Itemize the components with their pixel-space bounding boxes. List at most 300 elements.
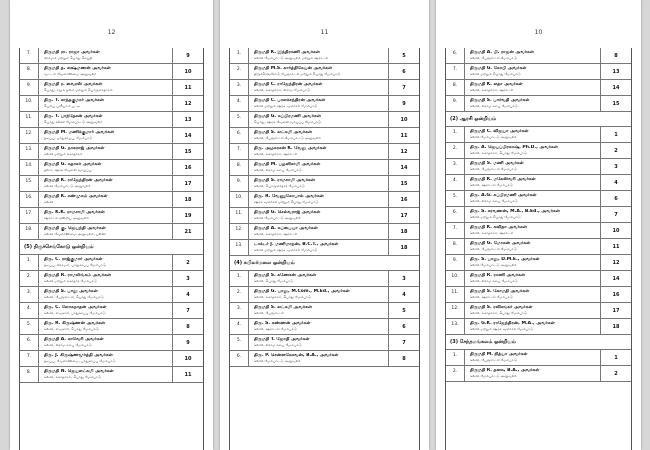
member-name: திருமதி K. கவிதா அவர்கள் [470,225,527,230]
serial-number: 6. [446,207,465,222]
member-name: திருமதி R. ராணி அவர்கள் [470,273,526,278]
member-details [249,335,388,350]
section-heading: (4) கபிலர்மலை ஒன்றியம் [230,256,419,271]
member-name: திருமதி G. பாலு, M.Com., M.Ed., அவர்கள் [254,289,350,294]
member-address: கல்வி, கிராம சபை மேம்பாடு [470,104,518,108]
member-address: கல்வி, பொது மேம்பாடு [254,279,294,283]
table-row [20,271,203,287]
table-row [20,255,203,271]
serial-number: 9. [20,80,39,95]
member-name: திருமதி S. ராமசாமி அவர்கள் [254,178,315,183]
member-name: திருமதி M. பழனிசாமி அவர்கள் [254,162,321,167]
member-address: கல்வி, சுகாதாரம், ஊராட்சி [254,232,298,236]
serial-number: 17. [20,208,39,223]
member-name: திருமதி M. மணிக்குமார் அவர்கள் [44,130,115,135]
member-address: நடிப்பு, கிராமம், பாதுகாப்பு மேம்பாடு [44,263,106,267]
table-row [230,351,419,367]
ward-number: 18 [388,240,419,255]
serial-number: 6. [230,128,249,143]
member-address: கல்வி மேம்பாட்டு அலுவலர் [470,374,517,378]
member-name: திருமதி K. சண்முகம் அவர்கள் [44,194,108,199]
serial-number: 6. [230,351,249,366]
member-address: கல்வி மேம்பாட்டு அலுவலர் [254,359,301,363]
member-name: திருமதி A. பி. ராஜன் அவர்கள் [470,50,534,55]
member-address: கல்வி, கிராம சபை மேம்பாடு [44,343,92,347]
member-address: கிராமம் மற்றும் பொது செய்தி [44,56,93,60]
member-details [249,319,388,334]
serial-number: 16. [20,192,39,207]
page-number: 11 [320,29,329,36]
table-row [230,64,419,80]
serial-number: 5. [446,191,465,206]
table-row [446,319,631,335]
member-details [249,48,388,63]
table-row [230,176,419,192]
document-page-right [436,0,641,450]
serial-number: 1. [20,255,39,270]
member-name: டாக்டர் J. மணிமாறன், B.C.T., அவர்கள் [254,242,339,247]
member-details [465,207,600,222]
serial-number: 3. [446,159,465,174]
member-details [465,303,600,318]
table-row [446,223,631,239]
member-name: திரு. C. ராஜ்குமார் அவர்கள் [44,257,103,262]
ward-number: 10 [172,64,203,79]
serial-number: 7. [20,48,39,63]
ward-number: 8 [388,351,419,366]
ward-number: 10 [600,223,631,238]
member-name: திருமதி M.S. கார்த்திகேயன் அவர்கள் [254,66,333,71]
members-table [445,48,632,450]
table-row [446,80,631,96]
serial-number: 4. [20,303,39,318]
member-name: திரு. அழகரசன் K. வேலு அவர்கள் [254,146,327,151]
table-row [20,64,203,80]
member-address: நலம், ஊரக வேலை வாய்ப்பு [44,168,92,172]
ward-number: 12 [600,255,631,270]
member-address: கல்வி, சிவகாசி, பாதுகாப்பு மேம்பாடு [44,311,106,315]
member-address: கல்வி மற்றும் ஊரக வளர்ச்சி மேம்பாடு [254,248,318,252]
table-row [446,191,631,207]
table-row [230,319,419,335]
serial-number: 8. [230,160,249,175]
member-address: கல்வி மற்றும் பொது மேம்பாடு [470,72,521,76]
table-row [20,176,203,192]
member-name: திருமதி R. தனசு, B.A., அவர்கள் [470,368,540,373]
member-details [39,224,172,239]
serial-number: 8. [20,367,39,382]
ward-number: 7 [388,80,419,95]
serial-number: 9. [230,176,249,191]
ward-number: 4 [388,287,419,302]
ward-number: 21 [172,224,203,239]
member-details [465,239,600,254]
serial-number: 4. [230,96,249,111]
serial-number: 2. [230,64,249,79]
member-name: திருமதி N. ஜெயலட்சுமி அவர்கள் [44,369,114,374]
ward-number: 18 [388,224,419,239]
member-address: கல்வி மற்றும் பொது மேம்பாடு [470,215,521,219]
member-details [465,143,600,158]
ward-number: 17 [388,208,419,223]
ward-number: 17 [600,303,631,318]
serial-number: 1. [446,350,465,365]
table-row [20,144,203,160]
member-name: திருமதி S. லட்சுமி அவர்கள் [254,305,313,310]
member-details [39,144,172,159]
table-row [20,208,203,224]
member-name: திருமதி S. மணி அவர்கள் [470,161,524,166]
table-row [20,80,203,96]
member-name: திருமதி K. லதா அவர்கள் [470,82,523,87]
ward-number: 11 [172,367,203,382]
table-row [20,224,203,240]
member-details [249,144,388,159]
serial-number: 12. [446,303,465,318]
member-name: திருமதி S. லட்சுமி அவர்கள் [254,130,313,135]
member-name: திருமதி G. சுப்பிரமணி அவர்கள் [254,114,321,119]
member-address: கல்வி, பேரூராட்சி மேம்பாடு [470,358,517,362]
member-details [39,128,172,143]
serial-number: 12. [230,224,249,239]
ward-number: 5 [388,48,419,63]
member-details [39,176,172,191]
ward-number: 8 [172,319,203,334]
member-address: கல்வி, பேரூராட்சி மேம்பாடு [470,167,517,171]
table-row [230,160,419,176]
serial-number: 2. [230,287,249,302]
table-row [20,48,203,64]
table-row [446,207,631,223]
ward-number: 7 [172,303,203,318]
ward-number: 12 [172,96,203,111]
ward-number: 9 [388,96,419,111]
member-name: திரு. S. சரவணன், M.A., B.Ed., அவர்கள் [470,209,560,214]
serial-number: 8. [446,239,465,254]
member-address: ஊராட்சி ஒன்றிய அலுவலர் [44,216,89,220]
serial-number: 6. [20,335,39,350]
ward-number: 4 [172,287,203,302]
member-details [39,335,172,350]
member-address: கல்வி [44,200,54,204]
member-name: திருமதி S. கோமதி அவர்கள் [470,289,530,294]
member-address: கல்வி மற்றும் ஊரக வளர்ச்சி மேம்பாடு [470,327,534,331]
table-row [446,255,631,271]
member-name: திரு. K.K. ராமசாமி அவர்கள் [44,210,105,215]
member-details [39,160,172,175]
serial-number: 3. [230,303,249,318]
member-name: திரு. G.K. ராஜேந்திரன், M.A., அவர்கள் [470,321,555,326]
member-details [249,224,388,239]
table-row [20,287,203,303]
member-name: திரு. A. ஜெயப்பிரகாஷ், Ph.D., அவர்கள் [470,145,558,150]
table-row [446,159,631,175]
serial-number: 11. [230,208,249,223]
member-name: திருமதி கு. ஜெயந்தி அவர்கள் [44,226,106,231]
table-row [20,335,203,351]
ward-number: 14 [600,271,631,286]
ward-number: 11 [172,80,203,95]
member-name: திருமதி K. மகேஸ்வரி அவர்கள் [470,177,536,182]
table-row [20,367,203,383]
ward-number: 13 [172,112,203,127]
member-name: திருமதி G. நாகராஜ் அவர்கள் [44,146,105,151]
member-address: பொது, சமூக நலம் மற்றும் பொருளாதாரம் [44,88,113,92]
table-row [230,208,419,224]
table-row [230,128,419,144]
member-address: வட்டம் வேளாண்மை அலுவலர் [44,72,97,76]
member-name: திருமதி G. கோபி அவர்கள் [470,66,527,71]
member-name: திருமதி G. மோகன் அவர்கள் [470,241,531,246]
ward-number: 7 [600,207,631,222]
member-address: கல்வி, சுகாதாரம், கிராம மேம்பாடு [254,88,311,92]
serial-number: 10. [230,192,249,207]
member-name: திருமதி K. ராஜேந்திரன் அவர்கள் [44,178,113,183]
member-name: திரு. P. சென்னகேசவன், B.A., அவர்கள் [254,353,339,358]
member-details [249,351,388,366]
member-address: பொது கல்வி மேம்பாட்டு அலுவலர் [44,120,103,124]
member-address: கல்வி மேம்பாட்டு அலுவலர் [44,184,91,188]
member-address: கல்வி மேம்பாட்டு அலுவலர் [470,135,517,139]
member-address: கல்வி மேம்பாட்டு அலுவலர் [254,216,301,220]
member-details [39,351,172,366]
member-details [465,255,600,270]
member-details [465,223,600,238]
ward-number: 9 [172,48,203,63]
ward-number: 10 [388,112,419,127]
member-address: கல்வி, சுகாதாரம், பொது மேம்பாடு [254,295,312,299]
member-details [39,96,172,111]
serial-number: 9. [446,96,465,111]
ward-number: 8 [600,48,631,63]
member-name: திரு. S. பாலு, D.M.E., அவர்கள் [470,257,540,262]
serial-number: 7. [446,64,465,79]
member-details [249,160,388,175]
serial-number: 8. [446,80,465,95]
member-details [465,271,600,286]
member-details [249,176,388,191]
member-details [249,80,388,95]
ward-number: 5 [388,303,419,318]
table-row [446,366,631,382]
member-name: திருமதி G. செல்வராஜ் அவர்கள் [254,210,321,215]
serial-number: 14. [20,160,39,175]
member-address: நடிப்பு, வேளாண்மை, பாதுகாப்பு மேம்பாடு [44,359,116,363]
ward-number: 6 [600,191,631,206]
serial-number: 13. [20,144,39,159]
ward-number: 3 [600,159,631,174]
member-details [465,350,600,365]
member-address: கல்வி, சுகாதாரம், பொது மேம்பாடு [470,311,528,315]
member-name: திருமதி S. பாலு அவர்கள் [44,289,98,294]
member-address: கல்வி மற்றும் சுகாதார மேம்பாடு [44,279,97,283]
serial-number: 15. [20,176,39,191]
table-row [446,271,631,287]
table-row [230,240,419,256]
document-page-middle [220,0,429,450]
ward-number: 17 [172,176,203,191]
member-details [39,367,172,382]
ward-number: 11 [388,128,419,143]
member-details [249,192,388,207]
serial-number: 5. [230,335,249,350]
member-name: திருமதி K. இந்திராணி அவர்கள் [254,50,320,55]
member-details [39,255,172,270]
member-address: நடிப்பு, பாதுகாப்பு, மேம்பாடு [44,136,93,140]
member-address: கல்வி, சுகாதாரம், பொது மேம்பாடு [44,375,102,379]
member-details [39,319,172,334]
member-details [39,80,172,95]
member-address: கல்வி, பொருளாதார மேம்பாடு [254,184,305,188]
member-details [39,192,172,207]
member-address: கல்வி, பேரூராட்சி [254,311,284,315]
ward-number: 13 [600,64,631,79]
member-address: ஊரக வளர்ச்சி மற்றும் பொது மேம்பாடு [254,200,319,204]
ward-number: 2 [600,366,631,381]
table-row [446,127,631,143]
ward-number: 16 [600,287,631,302]
serial-number: 1. [230,48,249,63]
member-details [465,191,600,206]
member-name: திரு. J. கிருஷ்ணமூர்த்தி அவர்கள் [44,353,113,358]
page-number: 10 [534,29,543,36]
table-row [230,112,419,128]
member-details [39,208,172,223]
serial-number: 8. [20,64,39,79]
member-address: கல்வி, ஊராட்சி மேம்பாடு [470,183,513,187]
table-row [446,287,631,303]
member-details [39,64,172,79]
ward-number: 14 [172,128,203,143]
table-row [446,143,631,159]
member-details [465,96,600,111]
serial-number: 11. [446,287,465,302]
table-row [230,192,419,208]
member-address: கல்வி, சிவகாசி, பொது மேம்பாடு [44,327,99,331]
member-details [465,175,600,190]
serial-number: 18. [20,224,39,239]
table-row [20,96,203,112]
member-name: திரு. T. பாந்தேசன் அவர்கள் [44,114,103,119]
serial-number: 2. [20,271,39,286]
member-details [249,287,388,302]
member-address: கல்வி, சுகாதாரம், ஊராட்சி [254,152,298,156]
member-details [39,287,172,302]
member-address: கல்வி மேம்பாட்டு அலுவலர் மற்றும் ஊராட்சி [254,56,329,60]
member-details [465,80,600,95]
table-row [230,144,419,160]
table-row [446,175,631,191]
member-address: கல்வி, கிராம சபை மேம்பாடு [470,279,518,283]
ward-number: 18 [172,192,203,207]
member-details [249,240,388,255]
member-address: கல்வி வேளாண்மை அலுவலர், பள்ளி [44,232,106,236]
member-details [249,271,388,286]
member-name: திருமதி R. ராமலிங்கம் அவர்கள் [44,273,112,278]
ward-number: 7 [388,335,419,350]
table-row [230,287,419,303]
serial-number: 3. [230,80,249,95]
member-details [39,271,172,286]
member-details [249,64,388,79]
table-row [230,96,419,112]
table-row [230,271,419,287]
ward-number: 14 [600,80,631,95]
ward-number: 1 [600,350,631,365]
member-address: கல்வி, ஊராட்சி மேம்பாடு [470,295,513,299]
member-details [465,48,600,63]
member-name: திருமதி S. பார்வதி அவர்கள் [470,98,530,103]
table-row [230,48,419,64]
serial-number: 6. [446,48,465,63]
table-row [230,224,419,240]
member-name: திருமதி த. லக்ஷ்மணன் அவர்கள் [44,66,111,71]
member-name: திரு. R. கிருஷ்ணன் அவர்கள் [44,321,106,326]
member-address: கல்வி மேம்பாட்டு அலுவலர் [470,263,517,267]
ward-number: 14 [388,160,419,175]
member-details [39,112,172,127]
member-address: கல்வி, சுகாதாரம், ஊராட்சி [470,231,514,235]
table-row [446,303,631,319]
serial-number: 10. [446,271,465,286]
member-name: திரு. R. வேணுகோபால் அவர்கள் [254,194,324,199]
member-name: திருமதி M. நித்யா அவர்கள் [470,352,528,357]
serial-number: 7. [446,223,465,238]
member-name: திருமதி C. பாலச்சந்திரன் அவர்கள் [254,98,326,103]
member-name: திருமதி C. விஜயா அவர்கள் [470,129,529,134]
member-address: கல்வி, சுகாதாரம், ஊராட்சி [470,88,514,92]
members-table [19,48,204,450]
member-details [249,96,388,111]
member-name: திருமதி ரா. ராஜா அவர்கள் [44,50,100,55]
page-number: 12 [107,29,116,36]
member-address: பெரிய புலியாம் பட்டி [44,104,81,108]
table-row [20,128,203,144]
member-address: கல்வி, கிராம சபை மேம்பாடு [470,199,518,203]
member-name: திருமதி S. கணேசன் அவர்கள் [254,273,317,278]
member-details [39,48,172,63]
ward-number: 9 [172,335,203,350]
ward-number: 16 [388,192,419,207]
member-details [465,159,600,174]
ward-number: 6 [388,319,419,334]
document-page-left [10,0,213,450]
table-row [20,303,203,319]
section-heading: (2) ஆரசி ஒன்றியம் [446,112,631,127]
serial-number: 5. [20,319,39,334]
table-row [20,319,203,335]
table-row [446,64,631,80]
member-details [39,303,172,318]
table-row [230,80,419,96]
table-row [20,112,203,128]
serial-number: 13. [446,319,465,334]
member-address: பொது, ஊரக வேலை வாய்ப்பு மேம்பாடு [254,120,322,124]
member-name: திரு. S. கண்ணன் அவர்கள் [254,321,311,326]
member-details [465,366,600,381]
table-row [446,239,631,255]
table-row [230,303,419,319]
serial-number: 12. [20,128,39,143]
table-row [20,160,203,176]
member-name: திரு. C. லோகநாதன் அவர்கள் [44,305,107,310]
member-details [465,287,600,302]
member-name: திருமதி ர. வைரஸ் அவர்கள் [44,82,103,87]
serial-number: 7. [20,351,39,366]
ward-number: 2 [172,255,203,270]
ward-number: 12 [388,144,419,159]
table-row [446,96,631,112]
